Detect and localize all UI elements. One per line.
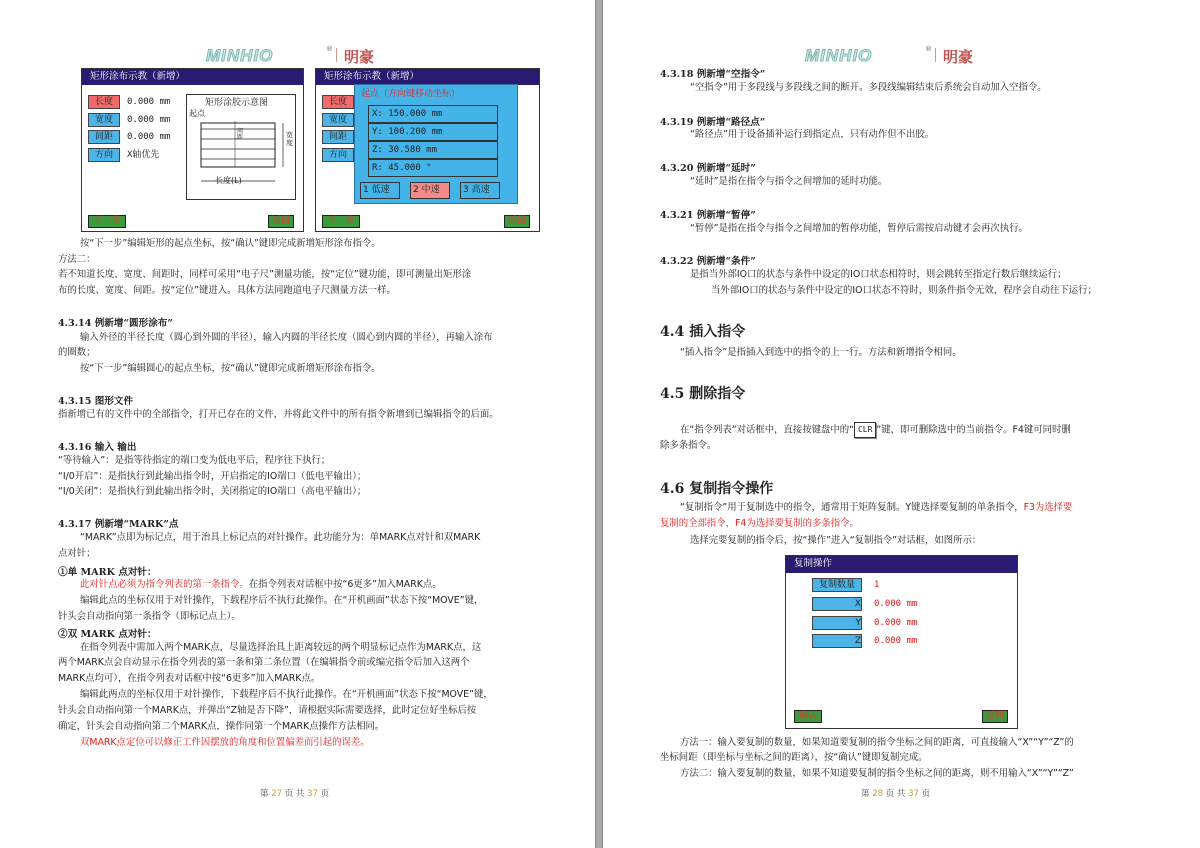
brand-logo bbox=[805, 46, 1005, 64]
para-417-a: “MARK”点即为标记点，用于治具上标记点的对针操作。此功能分为：单MARK点对针和双MARK bbox=[80, 532, 481, 543]
para-method2-a: 方法二：输入要复制的数量，如果不知道要复制的指令坐标之间的距离，则不用输入“X”“Y”“Z” bbox=[680, 768, 1074, 779]
dialog-title: 矩形涂布示教（新增） bbox=[316, 69, 539, 85]
brand-logo bbox=[206, 46, 406, 64]
z-label: Z bbox=[812, 634, 862, 648]
para-single-mark-c: 针头会自动指向第一条指令（即标记点上）。 bbox=[58, 611, 241, 622]
rect-coat-dialog bbox=[81, 68, 304, 232]
para-double-mark-f: 确定，针头会自动指向第二个MARK点，操作同第一个MARK点操作方法相同。 bbox=[58, 721, 385, 732]
page-right bbox=[602, 0, 1200, 848]
heading-4-3-21: 4.3.21 例新增“暂停” bbox=[660, 210, 756, 221]
brand-en: MINHIO bbox=[206, 46, 274, 65]
coord-r[interactable] bbox=[368, 159, 498, 177]
para-415: 指新增已有的文件中的全部指令，打开已存在的文件，并将此文件中的所有指令新增到已编辑指令的后面。 bbox=[58, 409, 499, 420]
para-418: “空指令”用于多段线与多段线之间的断开。多段线编辑结束后系统会自动加入空指令。 bbox=[690, 82, 1047, 93]
copy-count-value[interactable]: 1 bbox=[874, 580, 880, 590]
para-double-mark-c: MARK点均可），在指令列表对话框中按“6更多”加入MARK点。 bbox=[58, 673, 321, 684]
next-button[interactable]: 下一步 bbox=[88, 215, 126, 228]
speed-high-button[interactable] bbox=[460, 182, 500, 199]
footer-mid: 页 共 bbox=[883, 789, 909, 799]
page-footer bbox=[861, 787, 930, 799]
brand-en: MINHIO bbox=[805, 46, 873, 65]
para-44: “插入指令”是指插入到选中的指令的上一行。方法和新增指令相同。 bbox=[680, 347, 962, 358]
dialog-title: 复制操作 bbox=[786, 556, 1017, 573]
gap-label: 间距 bbox=[88, 130, 120, 144]
speed-low-button[interactable] bbox=[360, 182, 400, 199]
para-46-a bbox=[680, 502, 1072, 514]
clr-key-icon: CLR bbox=[854, 422, 876, 438]
back-button[interactable]: 返回 bbox=[982, 710, 1008, 723]
diagram-width: 宽度 bbox=[286, 131, 293, 147]
length-label: 长度 bbox=[88, 95, 120, 109]
length-value[interactable]: 0.000 mm bbox=[127, 97, 171, 107]
heading-4-3-20: 4.3.20 例新增“延时” bbox=[660, 163, 756, 174]
para-420: “延时”是指在指令与指令之间增加的延时功能。 bbox=[690, 176, 888, 187]
para-method2-b: 布的长度、宽度、间距。按“定位”键进入。具体方法同跑道电子尺测量方法一样。 bbox=[58, 285, 396, 296]
footer-pre: 第 bbox=[861, 789, 873, 799]
subheading-double-mark: ②双 MARK 点对针： bbox=[58, 629, 157, 640]
para-46-a-red: F3为选择要 bbox=[1023, 502, 1073, 513]
speed-low-label: 1 低速 bbox=[363, 185, 390, 195]
coord-y[interactable] bbox=[368, 123, 498, 141]
para-421: “暂停”是指在指令与指令之间增加的暂停功能，暂停后需按启动键才会再次执行。 bbox=[690, 223, 1028, 234]
brand-reg: ® bbox=[925, 45, 932, 53]
speed-mid-button[interactable] bbox=[410, 182, 450, 199]
heading-4-4: 4.4 插入指令 bbox=[660, 324, 746, 340]
x-label: X bbox=[812, 597, 862, 611]
speed-mid-label: 2 中速 bbox=[413, 185, 440, 195]
para-422-a: 是指当外部IO口的状态与条件中设定的IO口状态相符时，则会跳转至指定行数后继续运行； bbox=[690, 269, 1067, 280]
coord-x-value: X: 150.000 mm bbox=[372, 109, 443, 119]
heading-4-3-17: 4.3.17 例新增“MARK”点 bbox=[58, 519, 179, 530]
width-value[interactable]: 0.000 mm bbox=[127, 115, 171, 125]
para-414-b: 的圈数； bbox=[58, 347, 96, 358]
para-45-c: 除多条指令。 bbox=[660, 440, 717, 451]
single-mark-add: 在指令列表对话框中按“6更多”加入MARK点。 bbox=[248, 579, 442, 590]
gap-value[interactable]: 0.000 mm bbox=[127, 132, 171, 142]
heading-4-5: 4.5 删除指令 bbox=[660, 386, 746, 402]
z-value[interactable]: 0.000 mm bbox=[874, 636, 918, 646]
rect-coat-start-dialog bbox=[315, 68, 540, 232]
y-label: Y bbox=[812, 616, 862, 630]
footer-total: 37 bbox=[908, 789, 919, 799]
footer-page: 27 bbox=[271, 789, 283, 799]
footer-mid: 页 共 bbox=[282, 789, 308, 799]
diagram-title: 矩形涂胶示意图 bbox=[205, 98, 269, 108]
para-45-a bbox=[680, 422, 1071, 438]
heading-4-3-22: 4.3.22 例新增“条件” bbox=[660, 256, 756, 267]
diagram-gap: 间距 bbox=[237, 128, 244, 141]
para-double-mark-b: 两个MARK点会自动显示在指令列表的第一条和第二条位置（在编辑指令前或编完指令后加入这两个 bbox=[58, 657, 470, 668]
footer-pre: 第 bbox=[260, 789, 272, 799]
para-method1-a: 方法一：输入要复制的数量，如果知道要复制的指令坐标之间的距离，可直接输入“X”“Y”“Z”的 bbox=[680, 737, 1074, 748]
para-419: “路径点”用于设备插补运行到指定点，只有动作但不出胶。 bbox=[690, 129, 935, 140]
para-45-a-text: 在“指令列表”对话框中，直接按键盘中的“ bbox=[680, 424, 854, 436]
heading-4-3-16: 4.3.16 输入 输出 bbox=[58, 442, 137, 453]
coord-z[interactable] bbox=[368, 141, 498, 159]
back-button[interactable]: 返回 bbox=[268, 215, 294, 228]
footer-page: 28 bbox=[872, 789, 884, 799]
para-414-a: 输入外径的半径长度（圆心到外圆的半径），输入内圆的半径长度（圆心到内圆的半径），再输入涂布 bbox=[80, 332, 493, 343]
single-mark-warning: 此对针点必须为指令列表的第一条指令。 bbox=[80, 579, 249, 590]
para-next-step: 按“下一步”编辑矩形的起点坐标，按“确认”键即完成新增矩形涂布指令。 bbox=[80, 238, 381, 249]
direction-label: 方向 bbox=[322, 148, 354, 162]
para-single-mark-a bbox=[80, 579, 442, 591]
para-double-mark-e: 针头会自动指向第一个MARK点，并弹出“Z轴是否下降”，请根据实际需要选择，此时定位好坐标后按 bbox=[58, 705, 477, 716]
rect-diagram bbox=[186, 94, 296, 200]
direction-value[interactable]: X轴优先 bbox=[127, 150, 160, 160]
speed-high-label: 3 高速 bbox=[463, 185, 490, 195]
coord-r-value: R: 45.000 ° bbox=[372, 163, 432, 173]
heading-4-3-19: 4.3.19 例新增“路径点” bbox=[660, 117, 766, 128]
diagram-start: 起点 bbox=[189, 109, 205, 118]
subheading-single-mark: ①单 MARK 点对针： bbox=[58, 567, 157, 578]
heading-4-3-18: 4.3.18 例新增“空指令” bbox=[660, 69, 766, 80]
para-double-mark-a: 在指令列表中需加入两个MARK点，尽量选择治具上距离较远的两个明显标记点作为MARK点，这 bbox=[80, 642, 482, 653]
length-label: 长度 bbox=[322, 95, 354, 109]
heading-4-3-14: 4.3.14 例新增“圆形涂布” bbox=[58, 318, 173, 329]
para-double-mark-d: 编辑此两点的坐标仅用于对针操作，下载程序后不执行此操作。在“开机画面”状态下按“MOVE”键， bbox=[80, 689, 493, 700]
page-left bbox=[0, 0, 596, 848]
back-button[interactable]: 返回 bbox=[504, 215, 530, 228]
para-method2-a: 若不知道长度、宽度、间距时，同样可采用“电子尺”测量功能，按“定位”键功能，即可测量出矩形涂 bbox=[58, 269, 472, 280]
diagram-length: 长度(L) bbox=[215, 176, 242, 185]
width-label: 宽度 bbox=[322, 113, 354, 127]
footer-total: 37 bbox=[307, 789, 318, 799]
para-46-b: 复制的全部指令，F4为选择要复制的多条指令。 bbox=[660, 518, 859, 529]
copy-count-label: 复制数量 bbox=[812, 578, 862, 592]
heading-4-6: 4.6 复制指令操作 bbox=[660, 481, 774, 497]
para-414-c: 按“下一步”编辑圆心的起点坐标，按“确认”键即完成新增矩形涂布指令。 bbox=[80, 363, 381, 374]
direction-label: 方向 bbox=[88, 148, 120, 162]
footer-post: 页 bbox=[317, 789, 330, 799]
confirm-button[interactable]: 确认 bbox=[794, 710, 822, 723]
brand-reg: ® bbox=[326, 45, 333, 53]
width-label: 宽度 bbox=[88, 113, 120, 127]
para-method2: 方法二： bbox=[58, 254, 96, 265]
coord-y-value: Y: 100.200 mm bbox=[372, 127, 443, 137]
para-method1-b: 坐标间距（即坐标与坐标之间的距离），按“确认”键即复制完成。 bbox=[660, 752, 928, 763]
para-double-mark-g: 双MARK点定位可以修正工件因摆放的角度和位置偏差而引起的误差。 bbox=[80, 737, 370, 748]
footer-post: 页 bbox=[918, 789, 931, 799]
para-417-b: 点对针； bbox=[58, 548, 96, 559]
para-46-c: 选择完要复制的指令后，按“操作”进入“复制指令”对话框，如图所示： bbox=[690, 535, 982, 546]
coord-z-value: Z: 30.580 mm bbox=[372, 145, 438, 155]
popup-title: 起点（方向键移动坐标） bbox=[361, 89, 461, 99]
para-single-mark-b: 编辑此点的坐标仅用于对针操作，下载程序后不执行此操作。在“开机画面”状态下按“MOVE”键， bbox=[80, 595, 484, 606]
copy-dialog bbox=[785, 555, 1018, 729]
para-416-a: “等待输入”：是指等待指定的端口变为低电平后，程序往下执行； bbox=[58, 455, 331, 466]
para-422-b: 当外部IO口的状态与条件中设定的IO口状态不符时，则条件指令无效，程序会自动往下运行； bbox=[711, 285, 1097, 296]
next-button[interactable]: 下一步 bbox=[322, 215, 360, 228]
start-point-popup bbox=[354, 84, 518, 204]
coord-x[interactable] bbox=[368, 105, 498, 123]
y-value[interactable]: 0.000 mm bbox=[874, 618, 918, 628]
para-416-c: “I/0关闭”：是指执行到此输出指令时，关闭指定的IO端口（高电平输出）； bbox=[58, 486, 367, 497]
para-416-b: “I/0开启”：是指执行到此输出指令时，开启指定的IO端口（低电平输出）； bbox=[58, 471, 367, 482]
x-value[interactable]: 0.000 mm bbox=[874, 599, 918, 609]
brand-cn: 明豪 bbox=[943, 48, 974, 66]
para-46-a-text: “复制指令”用于复制选中的指令，通常用于矩阵复制。Y键选择要复制的单条指令， bbox=[680, 502, 1024, 513]
heading-4-3-15: 4.3.15 图形文件 bbox=[58, 396, 134, 407]
dialog-title: 矩形涂布示教（新增） bbox=[82, 69, 303, 85]
brand-cn: 明豪 bbox=[344, 48, 375, 66]
gap-label: 间距 bbox=[322, 130, 354, 144]
para-45-b-text: ”键，即可删除选中的当前指令。F4键可同时删 bbox=[876, 424, 1071, 436]
page-footer bbox=[260, 787, 329, 799]
